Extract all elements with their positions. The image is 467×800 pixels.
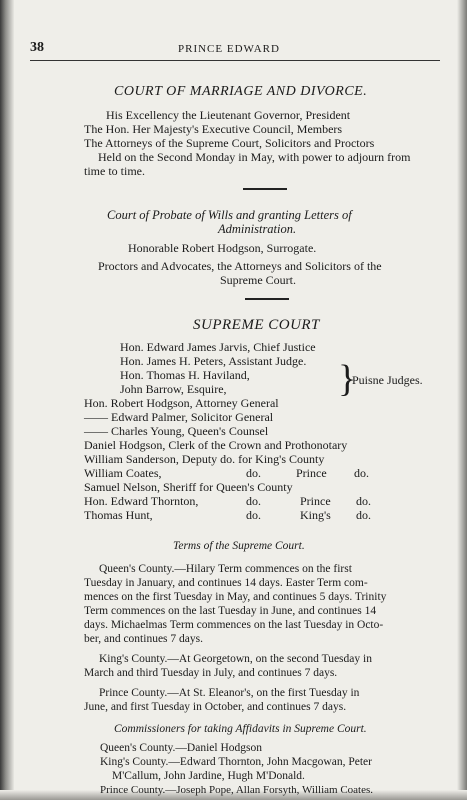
- row-hunt-do: do.: [246, 508, 261, 522]
- marriage-line-3: The Attorneys of the Supreme Court, Solicitors and Proctors: [84, 136, 375, 150]
- terms-queens-3: mences on the first Tuesday in May, and continues 5 days. Trinity: [84, 591, 387, 603]
- page-edge-shadow: [457, 0, 467, 800]
- terms-title: Terms of the Supreme Court.: [173, 540, 305, 552]
- supreme-title: SUPREME COURT: [193, 317, 320, 333]
- probate-proctors-2: Supreme Court.: [220, 273, 296, 287]
- puisne-brace: }: [338, 358, 357, 400]
- terms-kings-1: King's County.—At Georgetown, on the second Tuesday in: [99, 653, 372, 665]
- row-coates-do: do.: [246, 466, 261, 480]
- marriage-title: COURT OF MARRIAGE AND DIVORCE.: [114, 84, 368, 99]
- marriage-line-4: Held on the Second Monday in May, with power to adjourn from: [98, 150, 411, 164]
- row-coates-name: William Coates,: [84, 466, 162, 480]
- officer-solicitor-general: —— Edward Palmer, Solicitor General: [84, 410, 274, 424]
- section-rule-1: [243, 188, 287, 190]
- marriage-line-5: time to time.: [84, 164, 145, 178]
- terms-queens-5: days. Michaelmas Term commences on the last Tuesday in Octo-: [84, 619, 384, 631]
- terms-prince-1: Prince County.—At St. Eleanor's, on the first Tuesday in: [99, 687, 360, 699]
- judge-chief-justice: Hon. Edward James Jarvis, Chief Justice: [120, 340, 316, 354]
- affidavits-queens: Queen's County.—Daniel Hodgson: [100, 742, 262, 754]
- running-title: PRINCE EDWARD: [178, 43, 280, 55]
- row-thornton-county: Prince: [300, 494, 331, 508]
- row-coates-county: Prince: [296, 466, 327, 480]
- probate-proctors-1: Proctors and Advocates, the Attorneys and Solicitors of the: [98, 259, 382, 273]
- row-thornton-end: do.: [356, 494, 371, 508]
- row-coates-end: do.: [354, 466, 369, 480]
- officer-clerk-crown: Daniel Hodgson, Clerk of the Crown and Prothonotary: [84, 438, 348, 452]
- probate-surrogate: Honorable Robert Hodgson, Surrogate.: [128, 241, 317, 255]
- judge-assistant: Hon. James H. Peters, Assistant Judge.: [120, 354, 307, 368]
- affidavits-kings-1: King's County.—Edward Thornton, John Macgowan, Peter: [100, 756, 372, 768]
- puisne-judges-label: Puisne Judges.: [352, 373, 423, 387]
- row-hunt-end: do.: [356, 508, 371, 522]
- terms-queens-6: ber, and continues 7 days.: [84, 633, 203, 645]
- affidavits-kings-2: M'Callum, John Jardine, Hugh M'Donald.: [112, 770, 305, 782]
- officer-attorney-general: Hon. Robert Hodgson, Attorney General: [84, 396, 279, 410]
- marriage-line-2: The Hon. Her Majesty's Executive Council, Members: [84, 122, 343, 136]
- row-hunt-name: Thomas Hunt,: [84, 508, 153, 522]
- probate-title-1: Court of Probate of Wills and granting Letters of: [107, 208, 352, 222]
- marriage-line-1: His Excellency the Lieutenant Governor, President: [106, 108, 351, 122]
- row-hunt-county: King's: [300, 508, 331, 522]
- judge-barrow: John Barrow, Esquire,: [120, 382, 227, 396]
- header-rule: [30, 60, 440, 61]
- page-binding-shadow: [0, 0, 14, 800]
- officer-queens-counsel: —— Charles Young, Queen's Counsel: [84, 424, 269, 438]
- judge-haviland: Hon. Thomas H. Haviland,: [120, 368, 250, 382]
- row-thornton-do: do.: [246, 494, 261, 508]
- terms-queens-1: Queen's County.—Hilary Term commences on the first: [99, 563, 352, 575]
- terms-kings-2: March and third Tuesday in July, and continues 7 days.: [84, 667, 338, 679]
- affidavits-title: Commissioners for taking Affidavits in Supreme Court.: [114, 723, 367, 735]
- page-number: 38: [30, 40, 44, 55]
- probate-title-2: Administration.: [218, 222, 297, 236]
- row-nelson: Samuel Nelson, Sheriff for Queen's County: [84, 480, 293, 494]
- terms-queens-2: Tuesday in January, and continues 14 days. Easter Term com-: [84, 577, 368, 589]
- affidavits-prince: Prince County.—Joseph Pope, Allan Forsyth, William Coates.: [100, 784, 374, 796]
- row-thornton-name: Hon. Edward Thornton,: [84, 494, 199, 508]
- terms-queens-4: Term commences on the last Tuesday in June, and continues 14: [84, 605, 377, 617]
- section-rule-2: [245, 298, 289, 300]
- terms-prince-2: June, and first Tuesday in October, and continues 7 days.: [84, 701, 347, 713]
- officer-deputy-kings: William Sanderson, Deputy do. for King's County: [84, 452, 325, 466]
